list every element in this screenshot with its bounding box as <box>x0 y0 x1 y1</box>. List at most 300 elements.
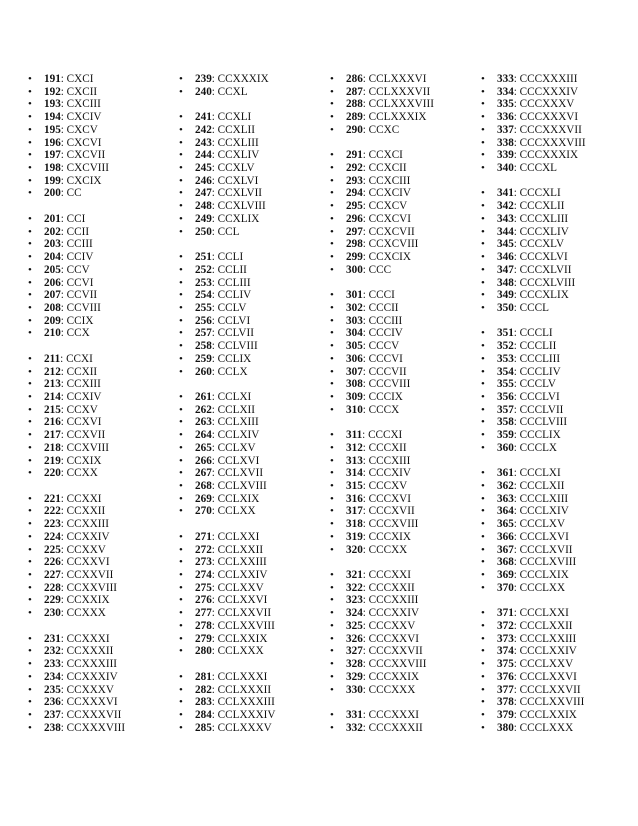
arabic-number: 202 <box>44 225 61 238</box>
bullet-icon: • <box>28 518 32 531</box>
arabic-number: 232 <box>44 645 61 658</box>
bullet-icon: • <box>481 289 485 302</box>
list-item <box>481 302 631 315</box>
bullet-icon: • <box>179 174 183 187</box>
arabic-number: 201 <box>44 212 61 225</box>
roman-numeral: : CCCVII <box>362 365 407 378</box>
bullet-icon: • <box>481 136 485 149</box>
numeral-list <box>28 73 178 734</box>
bullet-icon: • <box>330 403 334 416</box>
arabic-number: 243 <box>195 136 212 149</box>
roman-numeral: : CCLXVI <box>211 454 260 467</box>
roman-numeral: : CCCXXIV <box>362 607 420 620</box>
roman-numeral: : CXCI <box>60 73 94 85</box>
bullet-icon: • <box>28 403 32 416</box>
bullet-icon: • <box>28 327 32 340</box>
list-item <box>330 607 480 620</box>
roman-numeral: : CCCLXI <box>513 467 561 480</box>
arabic-number: 211 <box>44 352 61 365</box>
arabic-number: 350 <box>497 301 514 314</box>
arabic-number: 234 <box>44 670 61 683</box>
arabic-number: 225 <box>44 543 61 556</box>
roman-numeral: : CCCLXXV <box>513 658 574 671</box>
bullet-icon: • <box>179 619 183 632</box>
arabic-number: 280 <box>195 645 212 658</box>
bullet-icon: • <box>179 251 183 264</box>
roman-numeral: : CXCVII <box>60 149 106 162</box>
roman-numeral: : CCCXXII <box>362 581 415 594</box>
list-item <box>179 531 329 544</box>
arabic-number: 279 <box>195 632 212 645</box>
roman-numeral: : CCCXII <box>362 441 407 454</box>
arabic-number: 334 <box>497 85 514 98</box>
list-item <box>28 429 178 442</box>
arabic-number: 298 <box>346 238 363 251</box>
roman-numeral: : CCCLXXI <box>513 607 569 620</box>
bullet-icon: • <box>330 429 334 442</box>
arabic-number: 229 <box>44 594 61 607</box>
bullet-icon: • <box>28 429 32 442</box>
arabic-number: 301 <box>346 289 363 302</box>
bullet-icon: • <box>179 480 183 492</box>
list-item <box>179 353 329 366</box>
bullet-icon: • <box>28 696 32 709</box>
bullet-icon: • <box>28 632 32 645</box>
roman-numeral: : CCXCV <box>362 200 408 213</box>
roman-numeral: : CCCXX <box>362 543 408 556</box>
list-item <box>179 149 329 162</box>
roman-numeral: : CCCXIII <box>362 454 411 467</box>
bullet-icon: • <box>330 111 334 124</box>
group-spacer <box>179 238 329 251</box>
bullet-icon: • <box>330 569 334 582</box>
roman-numeral: : CCL <box>211 225 240 238</box>
list-item <box>481 86 631 99</box>
list-item <box>330 86 480 99</box>
roman-numeral: : CCLIII <box>211 276 251 289</box>
arabic-number: 191 <box>44 73 61 85</box>
roman-numeral: : CCXL <box>211 85 248 98</box>
list-item <box>28 645 178 658</box>
arabic-number: 309 <box>346 390 363 403</box>
roman-numeral: : CCIV <box>60 251 94 264</box>
group-spacer <box>179 98 329 111</box>
list-item <box>330 493 480 506</box>
bullet-icon: • <box>481 619 485 632</box>
roman-numeral: : CCII <box>60 225 90 238</box>
bullet-icon: • <box>179 365 183 378</box>
bullet-icon: • <box>179 162 183 175</box>
bullet-icon: • <box>481 569 485 582</box>
roman-numeral: : CCXCIII <box>362 174 411 187</box>
bullet-icon: • <box>481 212 485 225</box>
arabic-number: 231 <box>44 632 61 645</box>
list-item <box>28 671 178 684</box>
roman-numeral: : CCCXXVII <box>362 645 423 658</box>
roman-numeral: : CCXXII <box>60 505 106 518</box>
roman-numeral: : CCCXXXI <box>362 708 420 721</box>
roman-numeral: : CCCVI <box>362 352 403 365</box>
arabic-number: 344 <box>497 225 514 238</box>
bullet-icon: • <box>179 212 183 225</box>
column-2 <box>179 73 329 734</box>
arabic-number: 207 <box>44 289 61 302</box>
bullet-icon: • <box>330 200 334 213</box>
bullet-icon: • <box>28 670 32 683</box>
list-item <box>179 391 329 404</box>
list-item <box>330 722 480 735</box>
group-spacer <box>481 455 631 468</box>
arabic-number: 226 <box>44 556 61 569</box>
bullet-icon: • <box>481 708 485 721</box>
arabic-number: 216 <box>44 416 61 429</box>
roman-numeral: : CCCXXI <box>362 569 411 582</box>
list-item <box>28 289 178 302</box>
bullet-icon: • <box>330 645 334 658</box>
list-item <box>28 442 178 455</box>
bullet-icon: • <box>481 123 485 136</box>
roman-numeral: : CCXXXI <box>60 632 110 645</box>
list-item <box>481 340 631 353</box>
arabic-number: 245 <box>195 162 212 175</box>
arabic-number: 248 <box>195 200 212 213</box>
list-item <box>28 594 178 607</box>
list-item <box>481 200 631 213</box>
bullet-icon: • <box>28 378 32 391</box>
bullet-icon: • <box>28 149 32 162</box>
list-item <box>179 671 329 684</box>
roman-numeral: : CCCLVI <box>513 390 560 403</box>
roman-numeral: : CCCLV <box>513 378 556 391</box>
bullet-icon: • <box>481 251 485 264</box>
list-item <box>481 277 631 290</box>
list-item <box>28 416 178 429</box>
roman-numeral: : CCLXXXI <box>211 670 268 683</box>
bullet-icon: • <box>179 289 183 302</box>
arabic-number: 313 <box>346 454 363 467</box>
bullet-icon: • <box>179 607 183 620</box>
arabic-number: 282 <box>195 683 212 696</box>
bullet-icon: • <box>481 276 485 289</box>
bullet-icon: • <box>330 327 334 340</box>
roman-numeral: : CCLXXXVI <box>362 73 427 85</box>
list-item <box>179 187 329 200</box>
bullet-icon: • <box>179 314 183 327</box>
roman-numeral: : CCX <box>60 327 90 340</box>
bullet-icon: • <box>179 352 183 365</box>
arabic-number: 339 <box>497 149 514 162</box>
arabic-number: 287 <box>346 85 363 98</box>
roman-numeral: : CCXLVII <box>211 187 263 200</box>
list-item <box>481 226 631 239</box>
bullet-icon: • <box>28 162 32 175</box>
bullet-icon: • <box>28 225 32 238</box>
list-item <box>28 124 178 137</box>
roman-numeral: : CCCXXVIII <box>362 658 427 671</box>
list-item <box>28 98 178 111</box>
roman-numeral: : CCXXVII <box>60 569 114 582</box>
bullet-icon: • <box>330 251 334 264</box>
list-item <box>481 124 631 137</box>
roman-numeral: : CCXLVIII <box>211 200 266 213</box>
list-item <box>179 493 329 506</box>
roman-numeral: : CCCXVII <box>362 505 415 518</box>
bullet-icon: • <box>481 301 485 314</box>
list-item <box>28 531 178 544</box>
list-item <box>28 493 178 506</box>
list-item <box>28 455 178 468</box>
arabic-number: 293 <box>346 174 363 187</box>
arabic-number: 228 <box>44 581 61 594</box>
list-item <box>330 467 480 480</box>
roman-numeral: : CCLXXV <box>211 581 264 594</box>
bullet-icon: • <box>179 327 183 340</box>
roman-numeral: : CCCLXVI <box>513 530 569 543</box>
arabic-number: 246 <box>195 174 212 187</box>
roman-numeral: : CCLII <box>211 263 247 276</box>
group-spacer <box>481 175 631 188</box>
arabic-number: 325 <box>346 619 363 632</box>
bullet-icon: • <box>481 340 485 353</box>
list-item <box>179 416 329 429</box>
roman-numeral: : CCCLXXIX <box>513 708 577 721</box>
bullet-icon: • <box>330 708 334 721</box>
bullet-icon: • <box>179 136 183 149</box>
list-item <box>330 709 480 722</box>
list-item <box>28 556 178 569</box>
arabic-number: 364 <box>497 505 514 518</box>
arabic-number: 212 <box>44 365 61 378</box>
arabic-number: 256 <box>195 314 212 327</box>
roman-numeral: : CCXXVIII <box>60 581 118 594</box>
roman-numeral: : CCLXXXIV <box>211 708 276 721</box>
list-item <box>179 684 329 697</box>
list-item <box>179 315 329 328</box>
roman-numeral: : CCXVI <box>60 416 102 429</box>
roman-numeral: : CCV <box>60 263 90 276</box>
arabic-number: 345 <box>497 238 514 251</box>
arabic-number: 241 <box>195 111 212 124</box>
roman-numeral: : CCCIV <box>362 327 403 340</box>
list-item <box>481 73 631 86</box>
arabic-number: 208 <box>44 301 61 314</box>
bullet-icon: • <box>28 314 32 327</box>
group-spacer <box>28 200 178 213</box>
group-spacer <box>330 277 480 290</box>
arabic-number: 200 <box>44 187 61 200</box>
arabic-number: 253 <box>195 276 212 289</box>
roman-numeral: : CCCLXXIV <box>513 645 577 658</box>
bullet-icon: • <box>179 263 183 276</box>
roman-numeral: : CCXXI <box>60 492 102 505</box>
list-item <box>481 429 631 442</box>
list-item <box>330 264 480 277</box>
bullet-icon: • <box>179 632 183 645</box>
roman-numeral: : CCLVII <box>211 327 254 340</box>
list-item <box>179 544 329 557</box>
list-item <box>481 238 631 251</box>
arabic-number: 271 <box>195 530 212 543</box>
bullet-icon: • <box>330 454 334 467</box>
arabic-number: 222 <box>44 505 61 518</box>
bullet-icon: • <box>28 708 32 721</box>
arabic-number: 288 <box>346 98 363 111</box>
list-item <box>179 73 329 86</box>
roman-numeral: : CCXCI <box>362 149 403 162</box>
list-item <box>481 467 631 480</box>
list-item <box>330 505 480 518</box>
bullet-icon: • <box>28 543 32 556</box>
bullet-icon: • <box>28 416 32 429</box>
list-item <box>28 327 178 340</box>
roman-numeral: : CCCLXX <box>513 581 566 594</box>
arabic-number: 255 <box>195 301 212 314</box>
bullet-icon: • <box>28 111 32 124</box>
bullet-icon: • <box>28 441 32 454</box>
roman-numeral: : CCCXLV <box>513 238 565 251</box>
column-4 <box>481 73 631 734</box>
list-item <box>179 722 329 735</box>
arabic-number: 252 <box>195 263 212 276</box>
bullet-icon: • <box>481 365 485 378</box>
arabic-number: 311 <box>346 429 363 442</box>
bullet-icon: • <box>481 556 485 569</box>
roman-numeral: : CCLVIII <box>211 340 258 353</box>
roman-numeral: : CCXXXVIII <box>60 721 126 734</box>
arabic-number: 237 <box>44 708 61 721</box>
arabic-number: 312 <box>346 441 363 454</box>
arabic-number: 355 <box>497 378 514 391</box>
roman-numeral: : CCCVIII <box>362 378 411 391</box>
list-item <box>179 467 329 480</box>
list-item <box>179 620 329 633</box>
list-item <box>28 187 178 200</box>
roman-numeral: : CCCLVIII <box>513 416 568 429</box>
list-item <box>179 137 329 150</box>
roman-numeral: : CCXCVI <box>362 212 411 225</box>
list-item <box>28 684 178 697</box>
roman-numeral: : CCCXLIX <box>513 289 569 302</box>
roman-numeral: : CCVI <box>60 276 94 289</box>
roman-numeral: : CCXXXV <box>60 683 114 696</box>
list-item <box>330 684 480 697</box>
bullet-icon: • <box>28 581 32 594</box>
bullet-icon: • <box>481 225 485 238</box>
roman-numeral: : CCCXXXVII <box>513 123 582 136</box>
arabic-number: 370 <box>497 581 514 594</box>
arabic-number: 221 <box>44 492 61 505</box>
bullet-icon: • <box>179 594 183 607</box>
list-item <box>28 353 178 366</box>
arabic-number: 257 <box>195 327 212 340</box>
roman-numeral: : CCXCVIII <box>362 238 419 251</box>
bullet-icon: • <box>330 289 334 302</box>
list-item <box>330 353 480 366</box>
arabic-number: 227 <box>44 569 61 582</box>
arabic-number: 204 <box>44 251 61 264</box>
bullet-icon: • <box>481 696 485 709</box>
bullet-icon: • <box>28 721 32 734</box>
roman-numeral: : CCCXLII <box>513 200 565 213</box>
roman-numeral: : CCXC <box>362 123 400 136</box>
list-item <box>330 658 480 671</box>
arabic-number: 343 <box>497 212 514 225</box>
list-item <box>481 137 631 150</box>
arabic-number: 289 <box>346 111 363 124</box>
roman-numeral: : CXCVIII <box>60 162 109 175</box>
roman-numeral: : CCCI <box>362 289 395 302</box>
bullet-icon: • <box>179 429 183 442</box>
arabic-number: 367 <box>497 543 514 556</box>
bullet-icon: • <box>481 238 485 251</box>
arabic-number: 360 <box>497 441 514 454</box>
roman-numeral: : CCXXXIII <box>60 658 118 671</box>
roman-numeral: : CCXIV <box>60 390 102 403</box>
bullet-icon: • <box>179 441 183 454</box>
roman-numeral: : CCCXXX <box>362 683 416 696</box>
roman-numeral: : CCCLVII <box>513 403 564 416</box>
bullet-icon: • <box>28 301 32 314</box>
arabic-number: 348 <box>497 276 514 289</box>
arabic-number: 273 <box>195 556 212 569</box>
list-item <box>28 607 178 620</box>
bullet-icon: • <box>481 73 485 85</box>
bullet-icon: • <box>179 670 183 683</box>
arabic-number: 214 <box>44 390 61 403</box>
roman-numeral: : CCCXLIII <box>513 212 569 225</box>
roman-numeral: : CCXXIII <box>60 518 109 531</box>
group-spacer <box>330 416 480 429</box>
bullet-icon: • <box>330 607 334 620</box>
bullet-icon: • <box>179 683 183 696</box>
roman-numeral: : CCLIX <box>211 352 252 365</box>
list-item <box>179 607 329 620</box>
bullet-icon: • <box>481 645 485 658</box>
bullet-icon: • <box>28 365 32 378</box>
list-item <box>330 251 480 264</box>
bullet-icon: • <box>28 594 32 607</box>
roman-numeral: : CCXII <box>60 365 98 378</box>
arabic-number: 290 <box>346 123 363 136</box>
group-spacer <box>28 480 178 493</box>
list-item <box>179 633 329 646</box>
arabic-number: 266 <box>195 454 212 467</box>
arabic-number: 254 <box>195 289 212 302</box>
arabic-number: 375 <box>497 658 514 671</box>
roman-numeral: : CCLXXX <box>211 645 264 658</box>
roman-numeral: : CCXXVI <box>60 556 110 569</box>
bullet-icon: • <box>179 225 183 238</box>
bullet-icon: • <box>330 225 334 238</box>
arabic-number: 315 <box>346 480 363 492</box>
arabic-number: 365 <box>497 518 514 531</box>
list-item <box>28 149 178 162</box>
bullet-icon: • <box>28 212 32 225</box>
group-spacer <box>179 518 329 531</box>
arabic-number: 260 <box>195 365 212 378</box>
arabic-number: 259 <box>195 352 212 365</box>
arabic-number: 295 <box>346 200 363 213</box>
bullet-icon: • <box>330 238 334 251</box>
list-item <box>330 226 480 239</box>
bullet-icon: • <box>179 416 183 429</box>
list-item <box>28 505 178 518</box>
arabic-number: 274 <box>195 569 212 582</box>
bullet-icon: • <box>28 136 32 149</box>
arabic-number: 247 <box>195 187 212 200</box>
bullet-icon: • <box>330 73 334 85</box>
arabic-number: 281 <box>195 670 212 683</box>
